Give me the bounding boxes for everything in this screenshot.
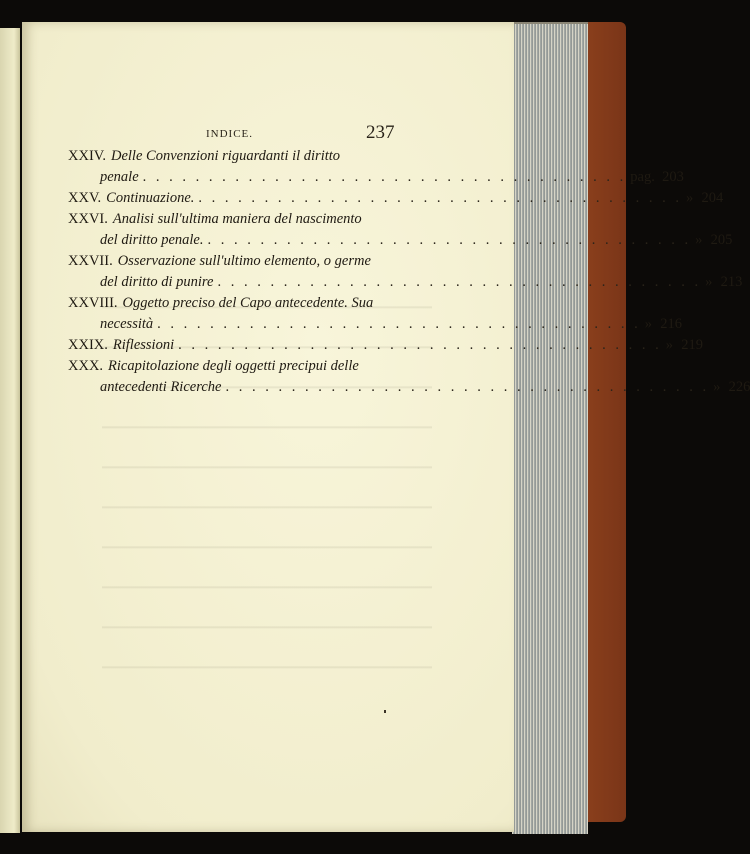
page-number: 237 [366,122,395,143]
facing-page-edge [0,28,20,833]
toc-entry [68,251,388,272]
toc-entry [68,230,733,251]
toc-entry [68,356,388,377]
chapter-title: Riflessioni [112,337,175,353]
chapter-numeral: XXIX. [68,337,108,353]
leader-dots: . . . . . . . . . . . . . . . . . . . . . . . . . . . . . . . . . . . . . [198,190,683,206]
leader-dots: . . . . . . . . . . . . . . . . . . . . . . . . . . . . . . . . . . . . . [217,274,702,290]
chapter-title: antecedenti Ricerche [100,379,222,395]
chapter-numeral: XXV. [68,190,102,206]
page-header [22,122,514,146]
toc-entry [68,293,388,314]
table-of-contents [68,146,750,398]
ditto-mark: » [686,190,694,206]
chapter-title: Delle Convenzioni riguardanti il diritto [111,148,341,164]
ditto-mark: » [695,232,703,248]
chapter-title: penale [100,169,139,185]
toc-entry [68,272,743,293]
page-edges [512,22,588,834]
chapter-numeral: XXX. [68,358,104,374]
toc-entry [68,209,388,230]
chapter-title: necessità [100,316,154,332]
leader-dots: . . . . . . . . . . . . . . . . . . . . . . . . . . . . . . . . . . . . . [142,169,627,185]
leader-dots: . . . . . . . . . . . . . . . . . . . . . . . . . . . . . . . . . . . . . [178,337,662,353]
chapter-title: Ricapitolazione degli oggetti precipui delle [108,358,359,374]
toc-entry [68,167,684,188]
ditto-mark: » [705,274,713,290]
chapter-numeral: XXVIII. [68,295,118,311]
page-reference: 216 [660,316,683,332]
ditto-mark: » [644,316,653,332]
page-reference: 205 [710,232,733,248]
chapter-title: Continuazione. [106,190,195,206]
page-reference: 204 [701,190,724,206]
chapter-title: Osservazione sull'ultimo elemento, o germe [117,253,371,269]
chapter-title: del diritto di punire [100,274,214,290]
leader-dots: . . . . . . . . . . . . . . . . . . . . . . . . . . . . . . . . . . . . . [157,316,641,332]
chapter-numeral: XXIV. [68,148,106,164]
chapter-numeral: XXVI. [68,211,108,227]
page-reference: 203 [662,169,684,185]
chapter-title: del diritto penale. [100,232,204,248]
leader-dots: . . . . . . . . . . . . . . . . . . . . . . . . . . . . . . . . . . . . . [225,379,710,395]
page-reference: 226 [728,379,750,395]
toc-entry [68,314,683,335]
chapter-numeral: XXVII. [68,253,113,269]
chapter-title: Analisi sull'ultima maniera del nascimento [112,211,362,227]
toc-entry [68,146,388,167]
toc-entry [68,377,750,398]
ink-speck [384,710,386,713]
running-title: INDICE. [206,128,254,140]
ditto-mark: » [665,337,673,353]
page-reference: 213 [720,274,743,290]
toc-entry [68,335,703,356]
ditto-mark: » [713,379,721,395]
toc-entry [68,188,724,209]
page-label: pag. [630,169,655,185]
chapter-title: Oggetto preciso del Capo antecedente. Sua [122,295,374,311]
book-page [22,22,750,832]
leader-dots: . . . . . . . . . . . . . . . . . . . . . . . . . . . . . . . . . . . . . [207,232,692,248]
page-reference: 219 [681,337,703,353]
